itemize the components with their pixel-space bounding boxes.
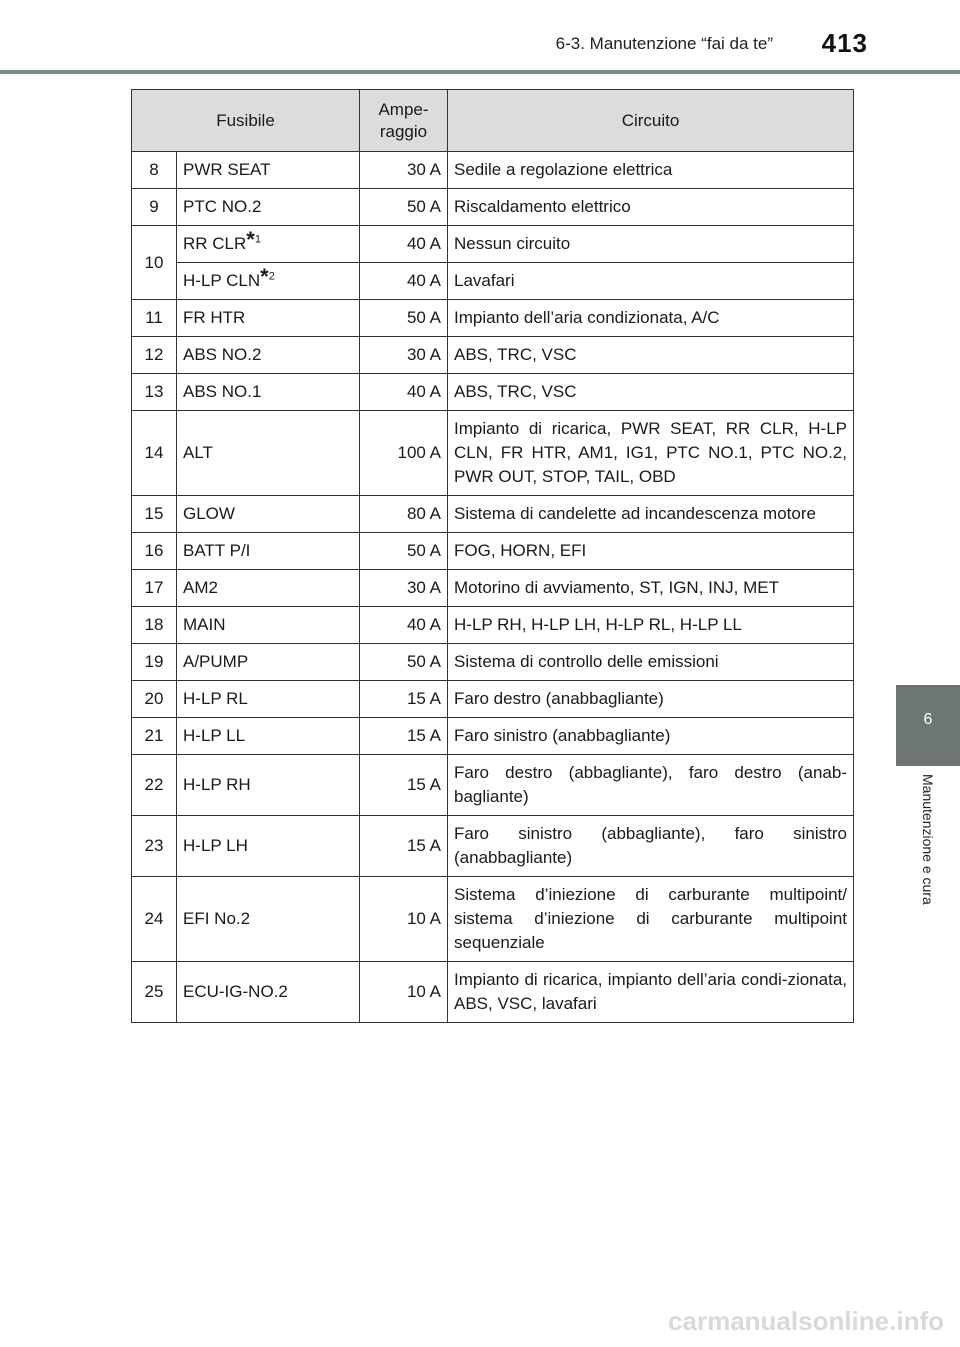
fuse-name-text: H-LP CLN — [183, 271, 261, 290]
watermark: carmanualsonline.info — [668, 1306, 944, 1336]
chapter-number: 6 — [923, 711, 933, 728]
fuse-name-text: FR HTR — [183, 308, 246, 327]
fuse-name — [177, 411, 360, 496]
header-fuse: Fusibile — [132, 90, 360, 152]
footnote-asterisk: * — [246, 227, 255, 252]
fuse-name-text: H-LP RH — [183, 775, 251, 794]
fuse-name — [177, 300, 360, 337]
fuse-name-text: ALT — [183, 443, 213, 462]
fuse-circuit: FOG, HORN, EFI — [448, 533, 854, 570]
fuse-name-text: H-LP LH — [183, 836, 248, 855]
fuse-number: 12 — [132, 337, 177, 374]
fuse-circuit: Motorino di avviamento, ST, IGN, INJ, MET — [448, 570, 854, 607]
fuse-number: 10 — [132, 226, 177, 300]
table-row — [132, 152, 854, 189]
table-row — [132, 816, 854, 877]
fuse-amperage: 15 A — [360, 816, 448, 877]
fuse-name — [177, 718, 360, 755]
table-row — [132, 300, 854, 337]
fuse-number: 16 — [132, 533, 177, 570]
fuse-name-text: GLOW — [183, 504, 235, 523]
fuse-amperage: 100 A — [360, 411, 448, 496]
chapter-title-vertical — [916, 774, 940, 958]
fuse-name — [177, 816, 360, 877]
fuse-amperage: 30 A — [360, 570, 448, 607]
fuse-name — [177, 189, 360, 226]
fuse-name — [177, 496, 360, 533]
fuse-name-text: EFI No.2 — [183, 909, 251, 928]
fuse-circuit: Impianto dell’aria condizionata, A/C — [448, 300, 854, 337]
header-amperage-line1: Ampe- — [378, 99, 429, 119]
fuse-number: 14 — [132, 411, 177, 496]
fuse-circuit: Faro destro (abbagliante), faro destro (anab-bagliante) — [448, 755, 854, 816]
table-row — [132, 718, 854, 755]
header-amperage — [360, 90, 448, 152]
chapter-tab — [896, 685, 960, 766]
fuse-amperage: 30 A — [360, 152, 448, 189]
fuse-number: 22 — [132, 755, 177, 816]
fuse-table — [131, 89, 854, 1023]
fuse-amperage: 50 A — [360, 189, 448, 226]
fuse-name-text: MAIN — [183, 615, 226, 634]
fuse-name-text: ABS NO.2 — [183, 345, 262, 364]
table-header-row — [132, 90, 854, 152]
page-number: 413 — [821, 28, 868, 58]
header-divider — [0, 70, 960, 74]
table-row — [132, 496, 854, 533]
fuse-name-text: ECU-IG-NO.2 — [183, 982, 288, 1001]
fuse-amperage: 40 A — [360, 263, 448, 300]
fuse-amperage: 50 A — [360, 300, 448, 337]
fuse-name — [177, 962, 360, 1023]
table-row — [132, 189, 854, 226]
fuse-amperage: 40 A — [360, 607, 448, 644]
footnote-asterisk: * — [260, 264, 269, 289]
header-amperage-line2: raggio — [379, 121, 428, 141]
footnote-number: 1 — [254, 233, 261, 246]
fuse-number: 8 — [132, 152, 177, 189]
fuse-number: 15 — [132, 496, 177, 533]
table-row — [132, 755, 854, 816]
table-row — [132, 877, 854, 962]
fuse-name — [177, 226, 360, 263]
table-row — [132, 962, 854, 1023]
fuse-circuit: ABS, TRC, VSC — [448, 337, 854, 374]
table-row — [132, 533, 854, 570]
fuse-name — [177, 152, 360, 189]
table-row — [132, 644, 854, 681]
fuse-number: 24 — [132, 877, 177, 962]
fuse-amperage: 10 A — [360, 962, 448, 1023]
fuse-amperage: 15 A — [360, 755, 448, 816]
table-row — [132, 263, 854, 300]
fuse-circuit: Impianto di ricarica, impianto dell’aria condi-zionata, ABS, VSC, lavafari — [448, 962, 854, 1023]
fuse-name — [177, 337, 360, 374]
fuse-name — [177, 644, 360, 681]
fuse-name-text: AM2 — [183, 578, 218, 597]
footnote-number: 2 — [268, 270, 275, 283]
fuse-amperage: 80 A — [360, 496, 448, 533]
fuse-number: 20 — [132, 681, 177, 718]
fuse-amperage: 40 A — [360, 226, 448, 263]
fuse-amperage: 30 A — [360, 337, 448, 374]
fuse-name-text: BATT P/I — [183, 541, 251, 560]
fuse-name — [177, 570, 360, 607]
fuse-amperage: 50 A — [360, 533, 448, 570]
fuse-name-text: A/PUMP — [183, 652, 249, 671]
fuse-circuit: Lavafari — [448, 263, 854, 300]
fuse-circuit: Sistema di controllo delle emissioni — [448, 644, 854, 681]
fuse-number: 21 — [132, 718, 177, 755]
table-row — [132, 681, 854, 718]
fuse-name-text: RR CLR — [183, 234, 247, 253]
fuse-circuit: Impianto di ricarica, PWR SEAT, RR CLR, H-LP CLN, FR HTR, AM1, IG1, PTC NO.1, PTC NO.2, PWR OUT, STOP, TAIL, OBD — [448, 411, 854, 496]
fuse-name — [177, 607, 360, 644]
fuse-circuit: Faro sinistro (anabbagliante) — [448, 718, 854, 755]
fuse-amperage: 50 A — [360, 644, 448, 681]
fuse-name — [177, 755, 360, 816]
fuse-circuit: Nessun circuito — [448, 226, 854, 263]
fuse-number: 18 — [132, 607, 177, 644]
fuse-number: 23 — [132, 816, 177, 877]
table-row — [132, 337, 854, 374]
table-row — [132, 374, 854, 411]
fuse-amperage: 15 A — [360, 718, 448, 755]
fuse-circuit: ABS, TRC, VSC — [448, 374, 854, 411]
fuse-amperage: 40 A — [360, 374, 448, 411]
fuse-name — [177, 681, 360, 718]
fuse-number: 17 — [132, 570, 177, 607]
fuse-name-text: H-LP RL — [183, 689, 248, 708]
fuse-circuit: Sistema di candelette ad incandescenza motore — [448, 496, 854, 533]
fuse-circuit: Faro destro (anabbagliante) — [448, 681, 854, 718]
fuse-circuit: H-LP RH, H-LP LH, H-LP RL, H-LP LL — [448, 607, 854, 644]
fuse-name-text: ABS NO.1 — [183, 382, 262, 401]
table-row — [132, 570, 854, 607]
fuse-name-text: H-LP LL — [183, 726, 246, 745]
fuse-number: 11 — [132, 300, 177, 337]
fuse-circuit: Sedile a regolazione elettrica — [448, 152, 854, 189]
table-row — [132, 226, 854, 263]
fuse-circuit: Sistema d’iniezione di carburante multipoint/ sistema d’iniezione di carburante multipoint sequenziale — [448, 877, 854, 962]
fuse-circuit: Faro sinistro (abbagliante), faro sinistro (anabbagliante) — [448, 816, 854, 877]
fuse-number: 9 — [132, 189, 177, 226]
header-circuit: Circuito — [448, 90, 854, 152]
chapter-title: Manutenzione e cura — [920, 774, 936, 905]
fuse-number: 25 — [132, 962, 177, 1023]
fuse-name — [177, 374, 360, 411]
table-row — [132, 607, 854, 644]
fuse-name — [177, 533, 360, 570]
fuse-amperage: 10 A — [360, 877, 448, 962]
fuse-name-text: PWR SEAT — [183, 160, 271, 179]
fuse-number: 13 — [132, 374, 177, 411]
fuse-name — [177, 877, 360, 962]
fuse-amperage: 15 A — [360, 681, 448, 718]
fuse-name — [177, 263, 360, 300]
fuse-name-text: PTC NO.2 — [183, 197, 262, 216]
table-row — [132, 411, 854, 496]
fuse-circuit: Riscaldamento elettrico — [448, 189, 854, 226]
table-body — [132, 152, 854, 1023]
fuse-number: 19 — [132, 644, 177, 681]
section-title: 6-3. Manutenzione “fai da te” — [555, 34, 773, 53]
